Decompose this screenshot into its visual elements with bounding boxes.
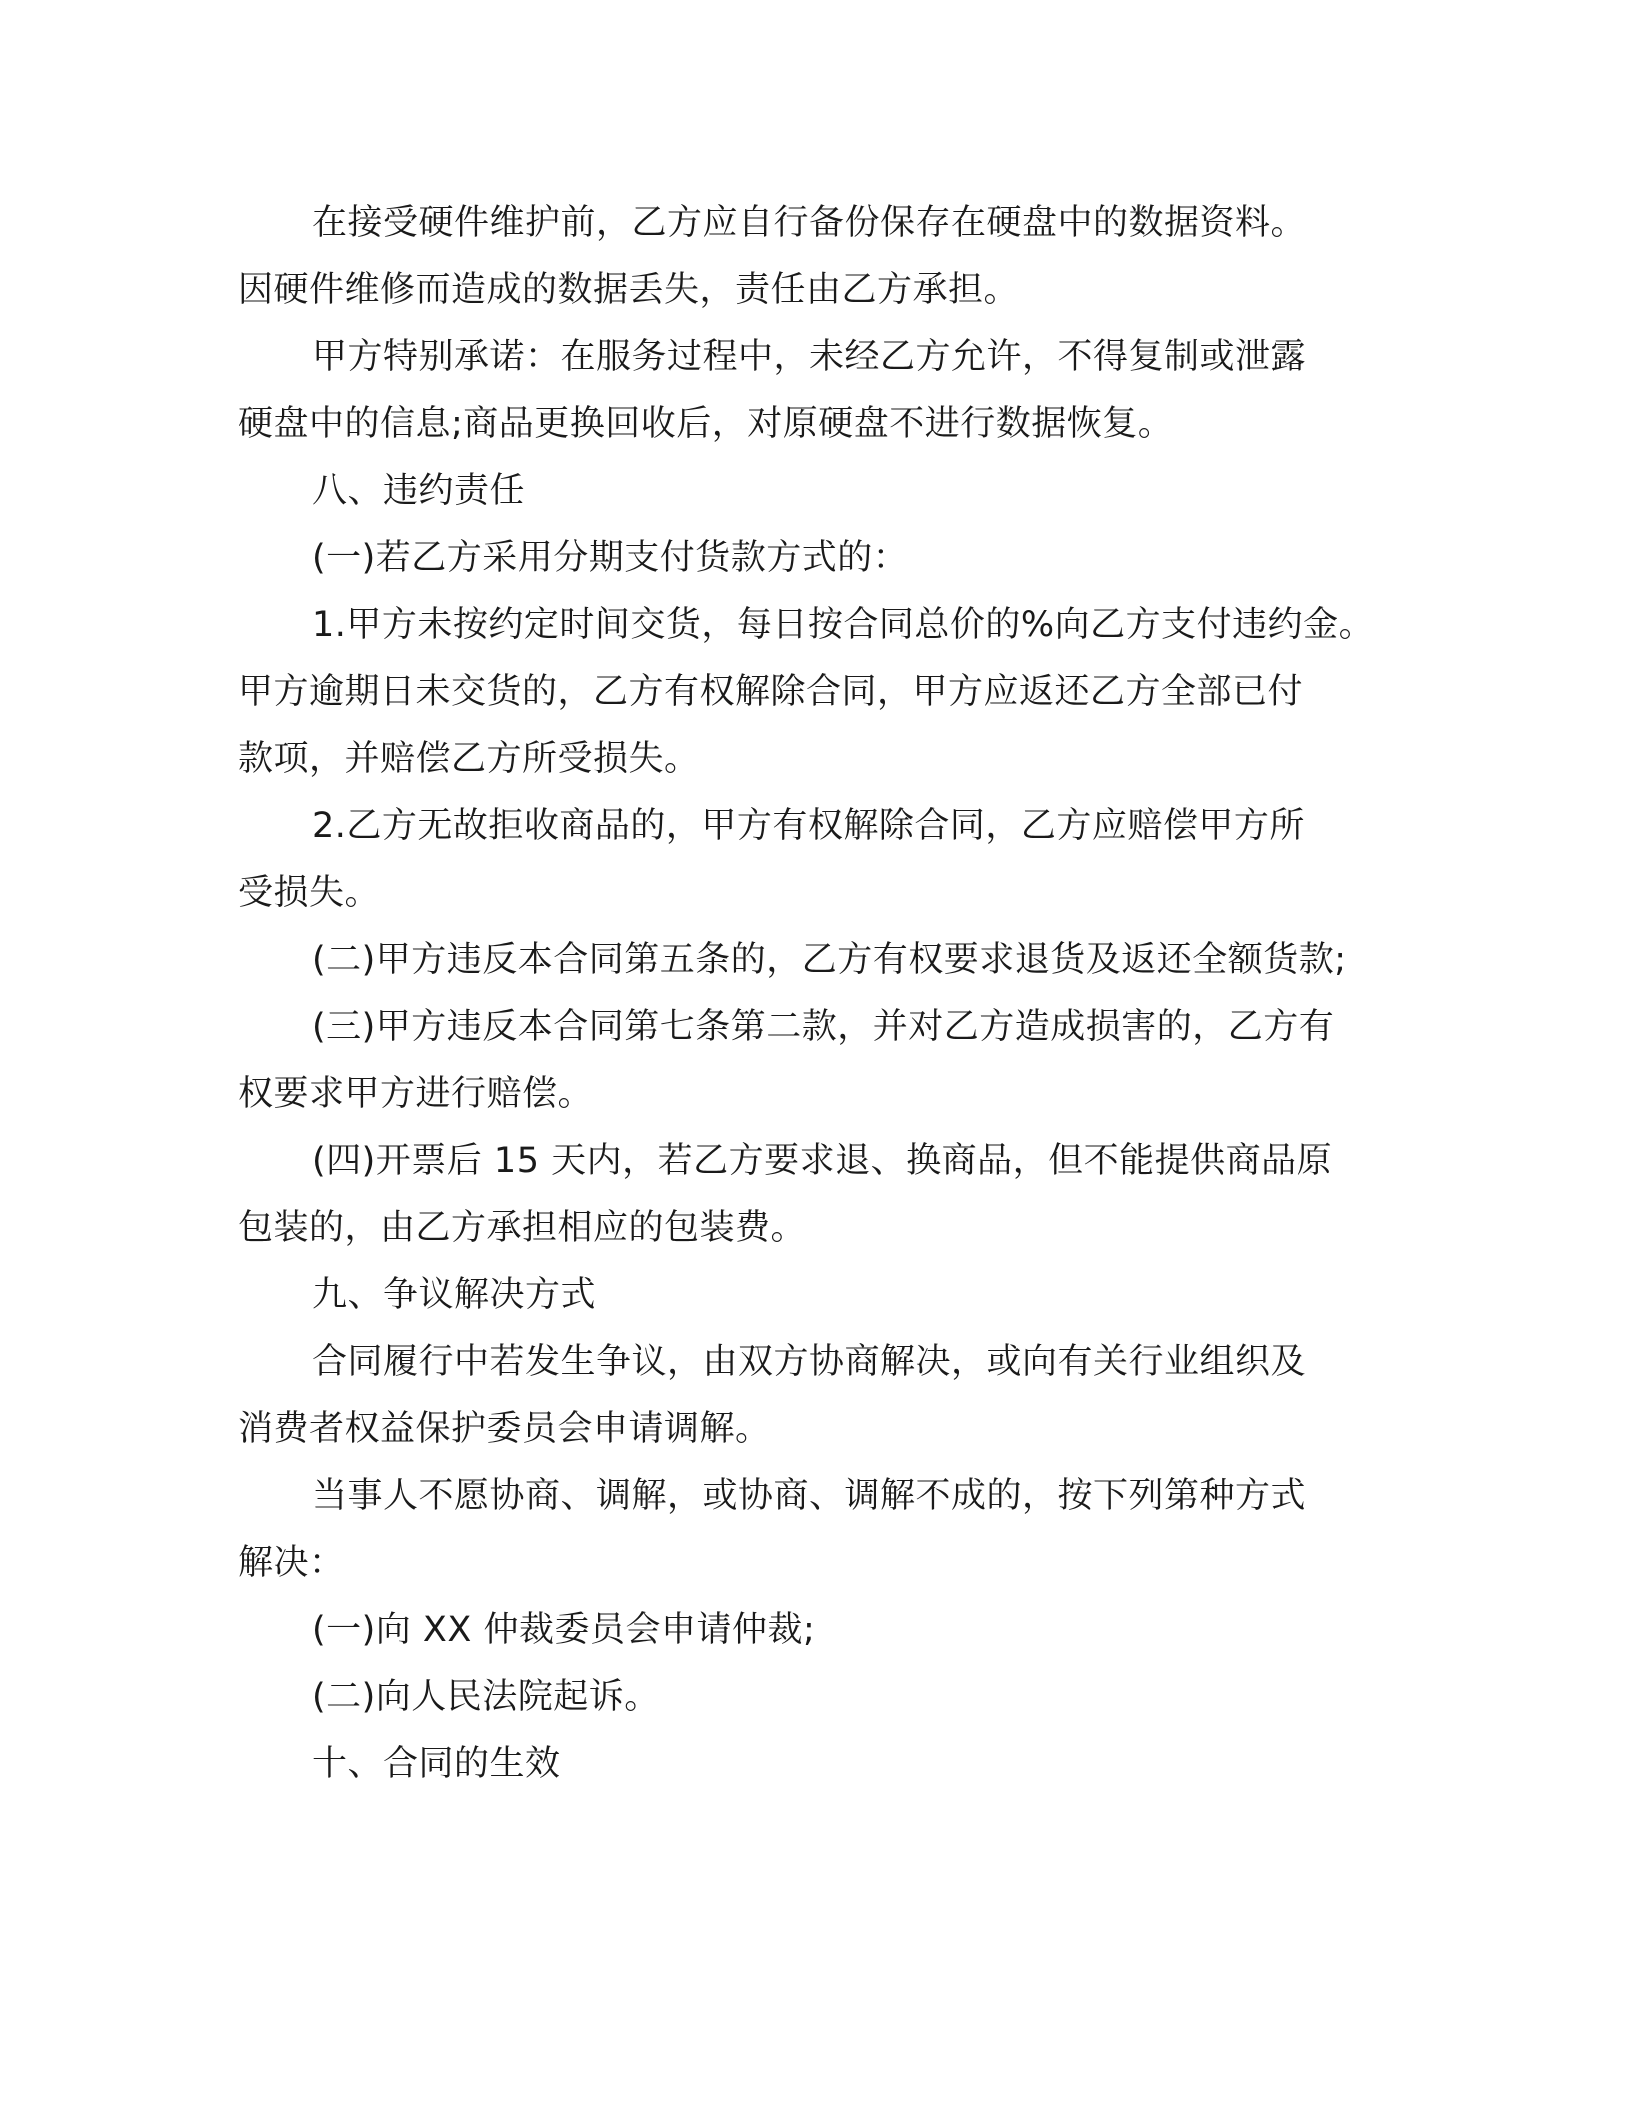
section-heading: 八、违约责任: [312, 471, 526, 511]
paragraph-line: 甲方特别承诺：在服务过程中，未经乙方允许，不得复制或泄露: [312, 337, 1307, 377]
paragraph-line: 2.乙方无故拒收商品的，甲方有权解除合同，乙方应赔偿甲方所: [312, 806, 1305, 846]
paragraph-line: (二)向人民法院起诉。: [312, 1677, 660, 1717]
paragraph-line: (一)若乙方采用分期支付货款方式的：: [312, 538, 909, 578]
paragraph-line: 在接受硬件维护前，乙方应自行备份保存在硬盘中的数据资料。: [312, 203, 1307, 243]
paragraph-line: 甲方逾期日未交货的，乙方有权解除合同，甲方应返还乙方全部已付: [238, 672, 1304, 712]
document-body: [238, 190, 1418, 1798]
paragraph-line: 权要求甲方进行赔偿。: [238, 1074, 594, 1114]
paragraph-line: (二)甲方违反本合同第五条的，乙方有权要求退货及返还全额货款;: [312, 940, 1347, 980]
paragraph-line: 因硬件维修而造成的数据丢失，责任由乙方承担。: [238, 270, 1020, 310]
paragraph-line: 1.甲方未按约定时间交货，每日按合同总价的%向乙方支付违约金。: [312, 605, 1375, 645]
section-heading: 九、争议解决方式: [312, 1275, 597, 1315]
paragraph-line: 硬盘中的信息;商品更换回收后，对原硬盘不进行数据恢复。: [238, 404, 1174, 444]
paragraph-line: 受损失。: [238, 873, 381, 913]
paragraph-line: (一)向 XX 仲裁委员会申请仲裁;: [312, 1610, 816, 1650]
paragraph-line: (四)开票后 15 天内，若乙方要求退、换商品，但不能提供商品原: [312, 1141, 1333, 1181]
paragraph-line: 解决：: [238, 1543, 345, 1583]
paragraph-line: 消费者权益保护委员会申请调解。: [238, 1409, 771, 1449]
section-heading: 十、合同的生效: [312, 1744, 561, 1784]
paragraph-line: (三)甲方违反本合同第七条第二款，并对乙方造成损害的，乙方有: [312, 1007, 1335, 1047]
paragraph-line: 包装的，由乙方承担相应的包装费。: [238, 1208, 807, 1248]
paragraph-line: 当事人不愿协商、调解，或协商、调解不成的，按下列第种方式: [312, 1476, 1307, 1516]
paragraph-line: 合同履行中若发生争议，由双方协商解决，或向有关行业组织及: [312, 1342, 1307, 1382]
paragraph-line: 款项，并赔偿乙方所受损失。: [238, 739, 700, 779]
